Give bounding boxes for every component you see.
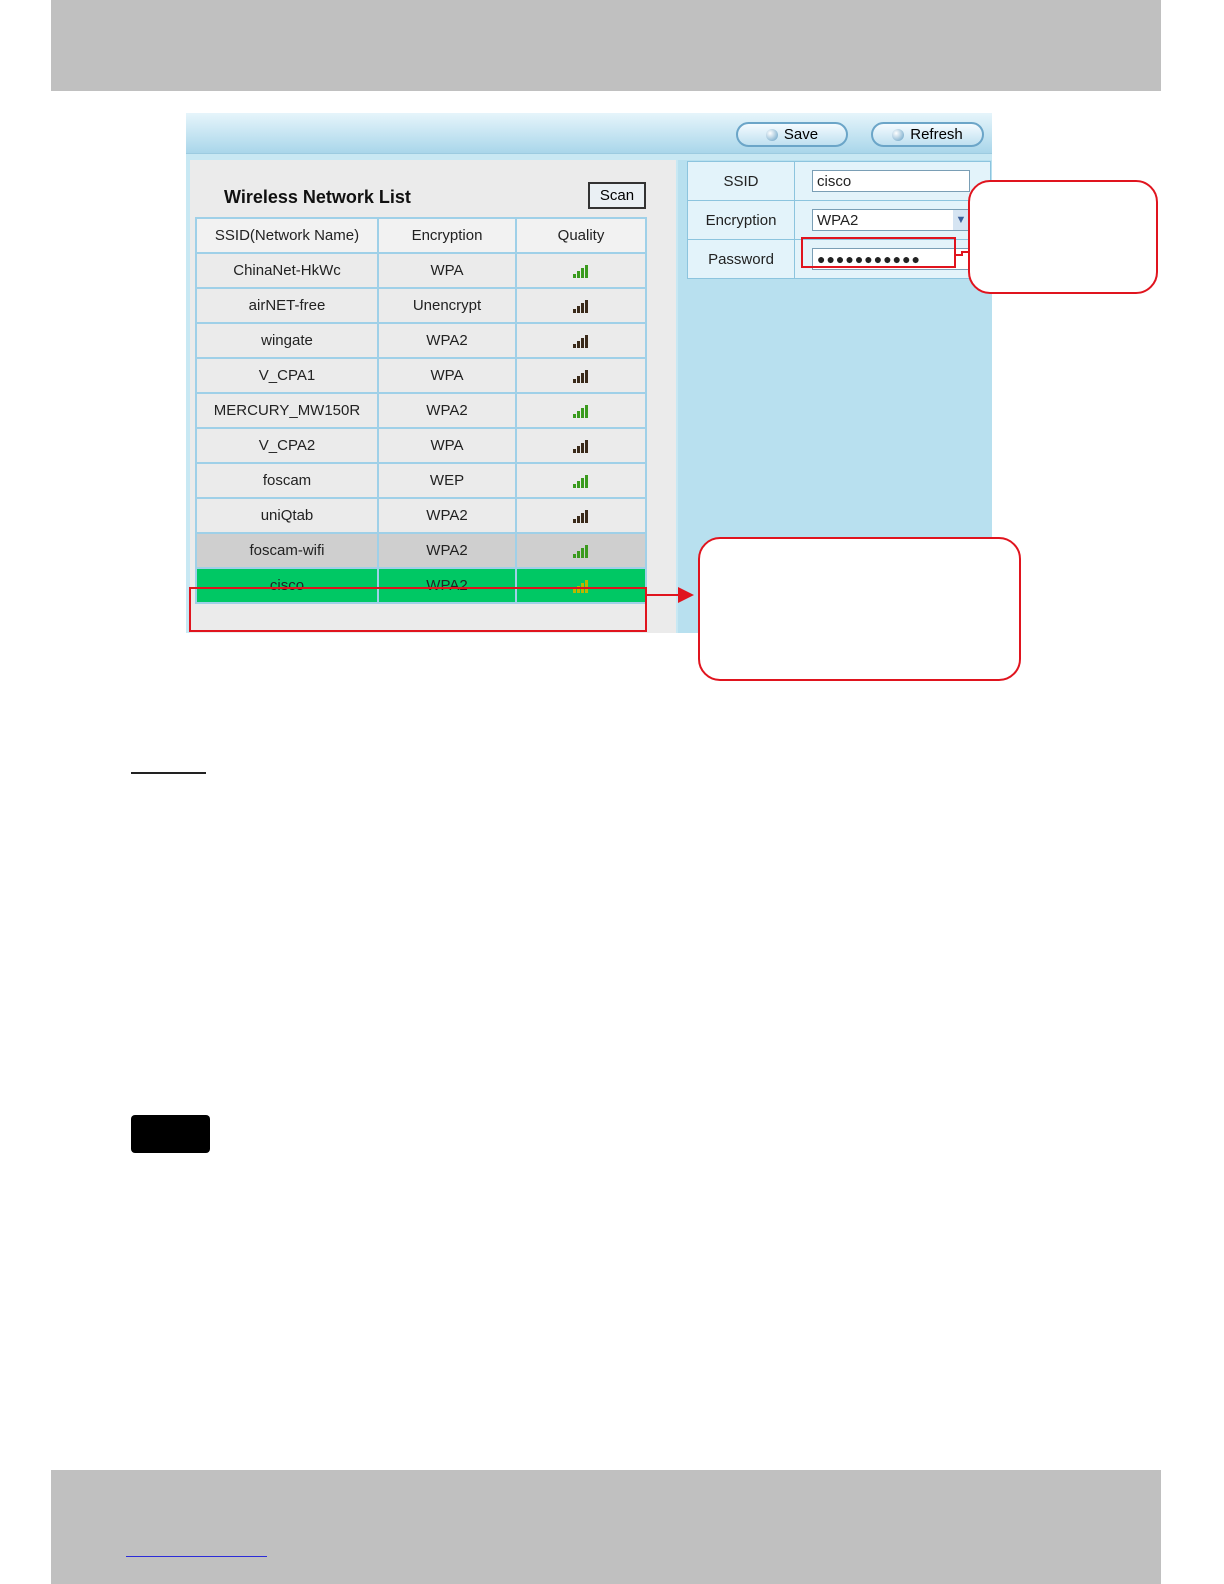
signal-bar xyxy=(585,265,588,278)
ssid-cell: V_CPA2 xyxy=(196,428,378,463)
signal-bar xyxy=(581,303,584,313)
signal-bar xyxy=(581,478,584,488)
encryption-cell: WPA2 xyxy=(378,323,516,358)
table-row[interactable] xyxy=(196,358,646,393)
quality-cell xyxy=(516,428,646,463)
table-row[interactable] xyxy=(196,253,646,288)
ssid-input[interactable]: cisco xyxy=(812,170,970,192)
toolbar xyxy=(186,113,992,154)
signal-bar xyxy=(577,446,580,453)
quality-cell xyxy=(516,288,646,323)
scan-button[interactable]: Scan xyxy=(588,182,646,209)
signal-bar xyxy=(577,376,580,383)
password-input[interactable]: ●●●●●●●●●●● xyxy=(812,248,970,270)
encryption-cell: WPA2 xyxy=(378,498,516,533)
column-header-quality: Quality xyxy=(516,218,646,253)
quality-cell xyxy=(516,393,646,428)
network-table-header xyxy=(196,218,646,253)
password-callout-box xyxy=(968,180,1158,294)
signal-bar xyxy=(585,370,588,383)
encryption-cell: WPA2 xyxy=(378,568,516,603)
signal-bar xyxy=(581,268,584,278)
ssid-cell: cisco xyxy=(196,568,378,603)
signal-bar xyxy=(573,554,576,558)
ssid-cell: foscam xyxy=(196,463,378,498)
quality-cell xyxy=(516,358,646,393)
signal-bar xyxy=(585,335,588,348)
refresh-icon xyxy=(892,129,904,141)
signal-bar xyxy=(581,443,584,453)
signal-bar xyxy=(577,411,580,418)
signal-bar xyxy=(581,548,584,558)
network-callout-box xyxy=(698,537,1021,681)
column-header-ssid: SSID(Network Name) xyxy=(196,218,378,253)
signal-bar xyxy=(577,271,580,278)
ssid-cell: wingate xyxy=(196,323,378,358)
signal-bar xyxy=(581,408,584,418)
table-row[interactable] xyxy=(196,428,646,463)
network-list-title: Wireless Network List xyxy=(224,187,411,207)
note-badge xyxy=(131,1115,210,1153)
ssid-cell: V_CPA1 xyxy=(196,358,378,393)
signal-bar xyxy=(581,338,584,348)
encryption-label: Encryption xyxy=(688,201,795,240)
quality-cell xyxy=(516,498,646,533)
encryption-cell: Unencrypt xyxy=(378,288,516,323)
signal-bar xyxy=(581,513,584,523)
signal-bar xyxy=(573,274,576,278)
save-button[interactable] xyxy=(736,122,848,147)
encryption-cell: WPA xyxy=(378,358,516,393)
ssid-cell: ChinaNet-HkWc xyxy=(196,253,378,288)
signal-bar xyxy=(573,379,576,383)
signal-strength-icon xyxy=(571,264,591,278)
encryption-cell: WPA xyxy=(378,253,516,288)
encryption-cell: WPA2 xyxy=(378,533,516,568)
signal-strength-icon xyxy=(571,404,591,418)
save-icon xyxy=(766,129,778,141)
table-row[interactable] xyxy=(196,533,646,568)
encryption-cell: WEP xyxy=(378,463,516,498)
quality-cell xyxy=(516,323,646,358)
footer-link[interactable] xyxy=(126,1540,267,1557)
network-list-panel xyxy=(190,160,676,633)
selected-network-highlight xyxy=(189,587,647,632)
refresh-button-label: Refresh xyxy=(910,126,963,143)
table-row[interactable] xyxy=(196,498,646,533)
signal-bar xyxy=(581,373,584,383)
encryption-select[interactable] xyxy=(812,209,970,231)
ssid-cell: foscam-wifi xyxy=(196,533,378,568)
page-footer-band xyxy=(51,1470,1161,1584)
password-label: Password xyxy=(688,240,795,279)
ssid-cell: MERCURY_MW150R xyxy=(196,393,378,428)
signal-bar xyxy=(577,516,580,523)
signal-bar xyxy=(573,484,576,488)
signal-bar xyxy=(573,414,576,418)
signal-bar xyxy=(585,545,588,558)
signal-strength-icon xyxy=(571,544,591,558)
signal-bar xyxy=(585,405,588,418)
table-row[interactable] xyxy=(196,463,646,498)
signal-strength-icon xyxy=(571,509,591,523)
signal-bar xyxy=(573,519,576,523)
quality-cell xyxy=(516,533,646,568)
table-row[interactable] xyxy=(196,323,646,358)
refresh-button[interactable] xyxy=(871,122,984,147)
ssid-cell: airNET-free xyxy=(196,288,378,323)
signal-bar xyxy=(585,475,588,488)
ssid-label: SSID xyxy=(688,162,795,201)
signal-bar xyxy=(577,306,580,313)
signal-bar xyxy=(577,341,580,348)
encryption-select-value: WPA2 xyxy=(817,211,859,229)
ssid-cell: uniQtab xyxy=(196,498,378,533)
quality-cell xyxy=(516,463,646,498)
signal-strength-icon xyxy=(571,439,591,453)
signal-strength-icon xyxy=(571,334,591,348)
table-row[interactable] xyxy=(196,393,646,428)
signal-bar xyxy=(573,344,576,348)
chevron-down-icon: ▼ xyxy=(953,210,969,230)
quality-cell xyxy=(516,253,646,288)
table-row[interactable] xyxy=(196,288,646,323)
encryption-cell: WPA2 xyxy=(378,393,516,428)
page-header-band xyxy=(51,0,1161,91)
signal-bar xyxy=(585,510,588,523)
signal-bar xyxy=(585,300,588,313)
signal-bar xyxy=(573,449,576,453)
save-button-label: Save xyxy=(783,126,819,143)
signal-strength-icon xyxy=(571,474,591,488)
column-header-encryption: Encryption xyxy=(378,218,516,253)
underlined-heading xyxy=(131,772,206,774)
encryption-cell: WPA xyxy=(378,428,516,463)
signal-strength-icon xyxy=(571,299,591,313)
signal-bar xyxy=(577,481,580,488)
signal-strength-icon xyxy=(571,369,591,383)
network-table xyxy=(195,217,647,604)
signal-bar xyxy=(585,440,588,453)
password-connector xyxy=(956,252,968,255)
signal-bar xyxy=(577,551,580,558)
signal-bar xyxy=(573,309,576,313)
